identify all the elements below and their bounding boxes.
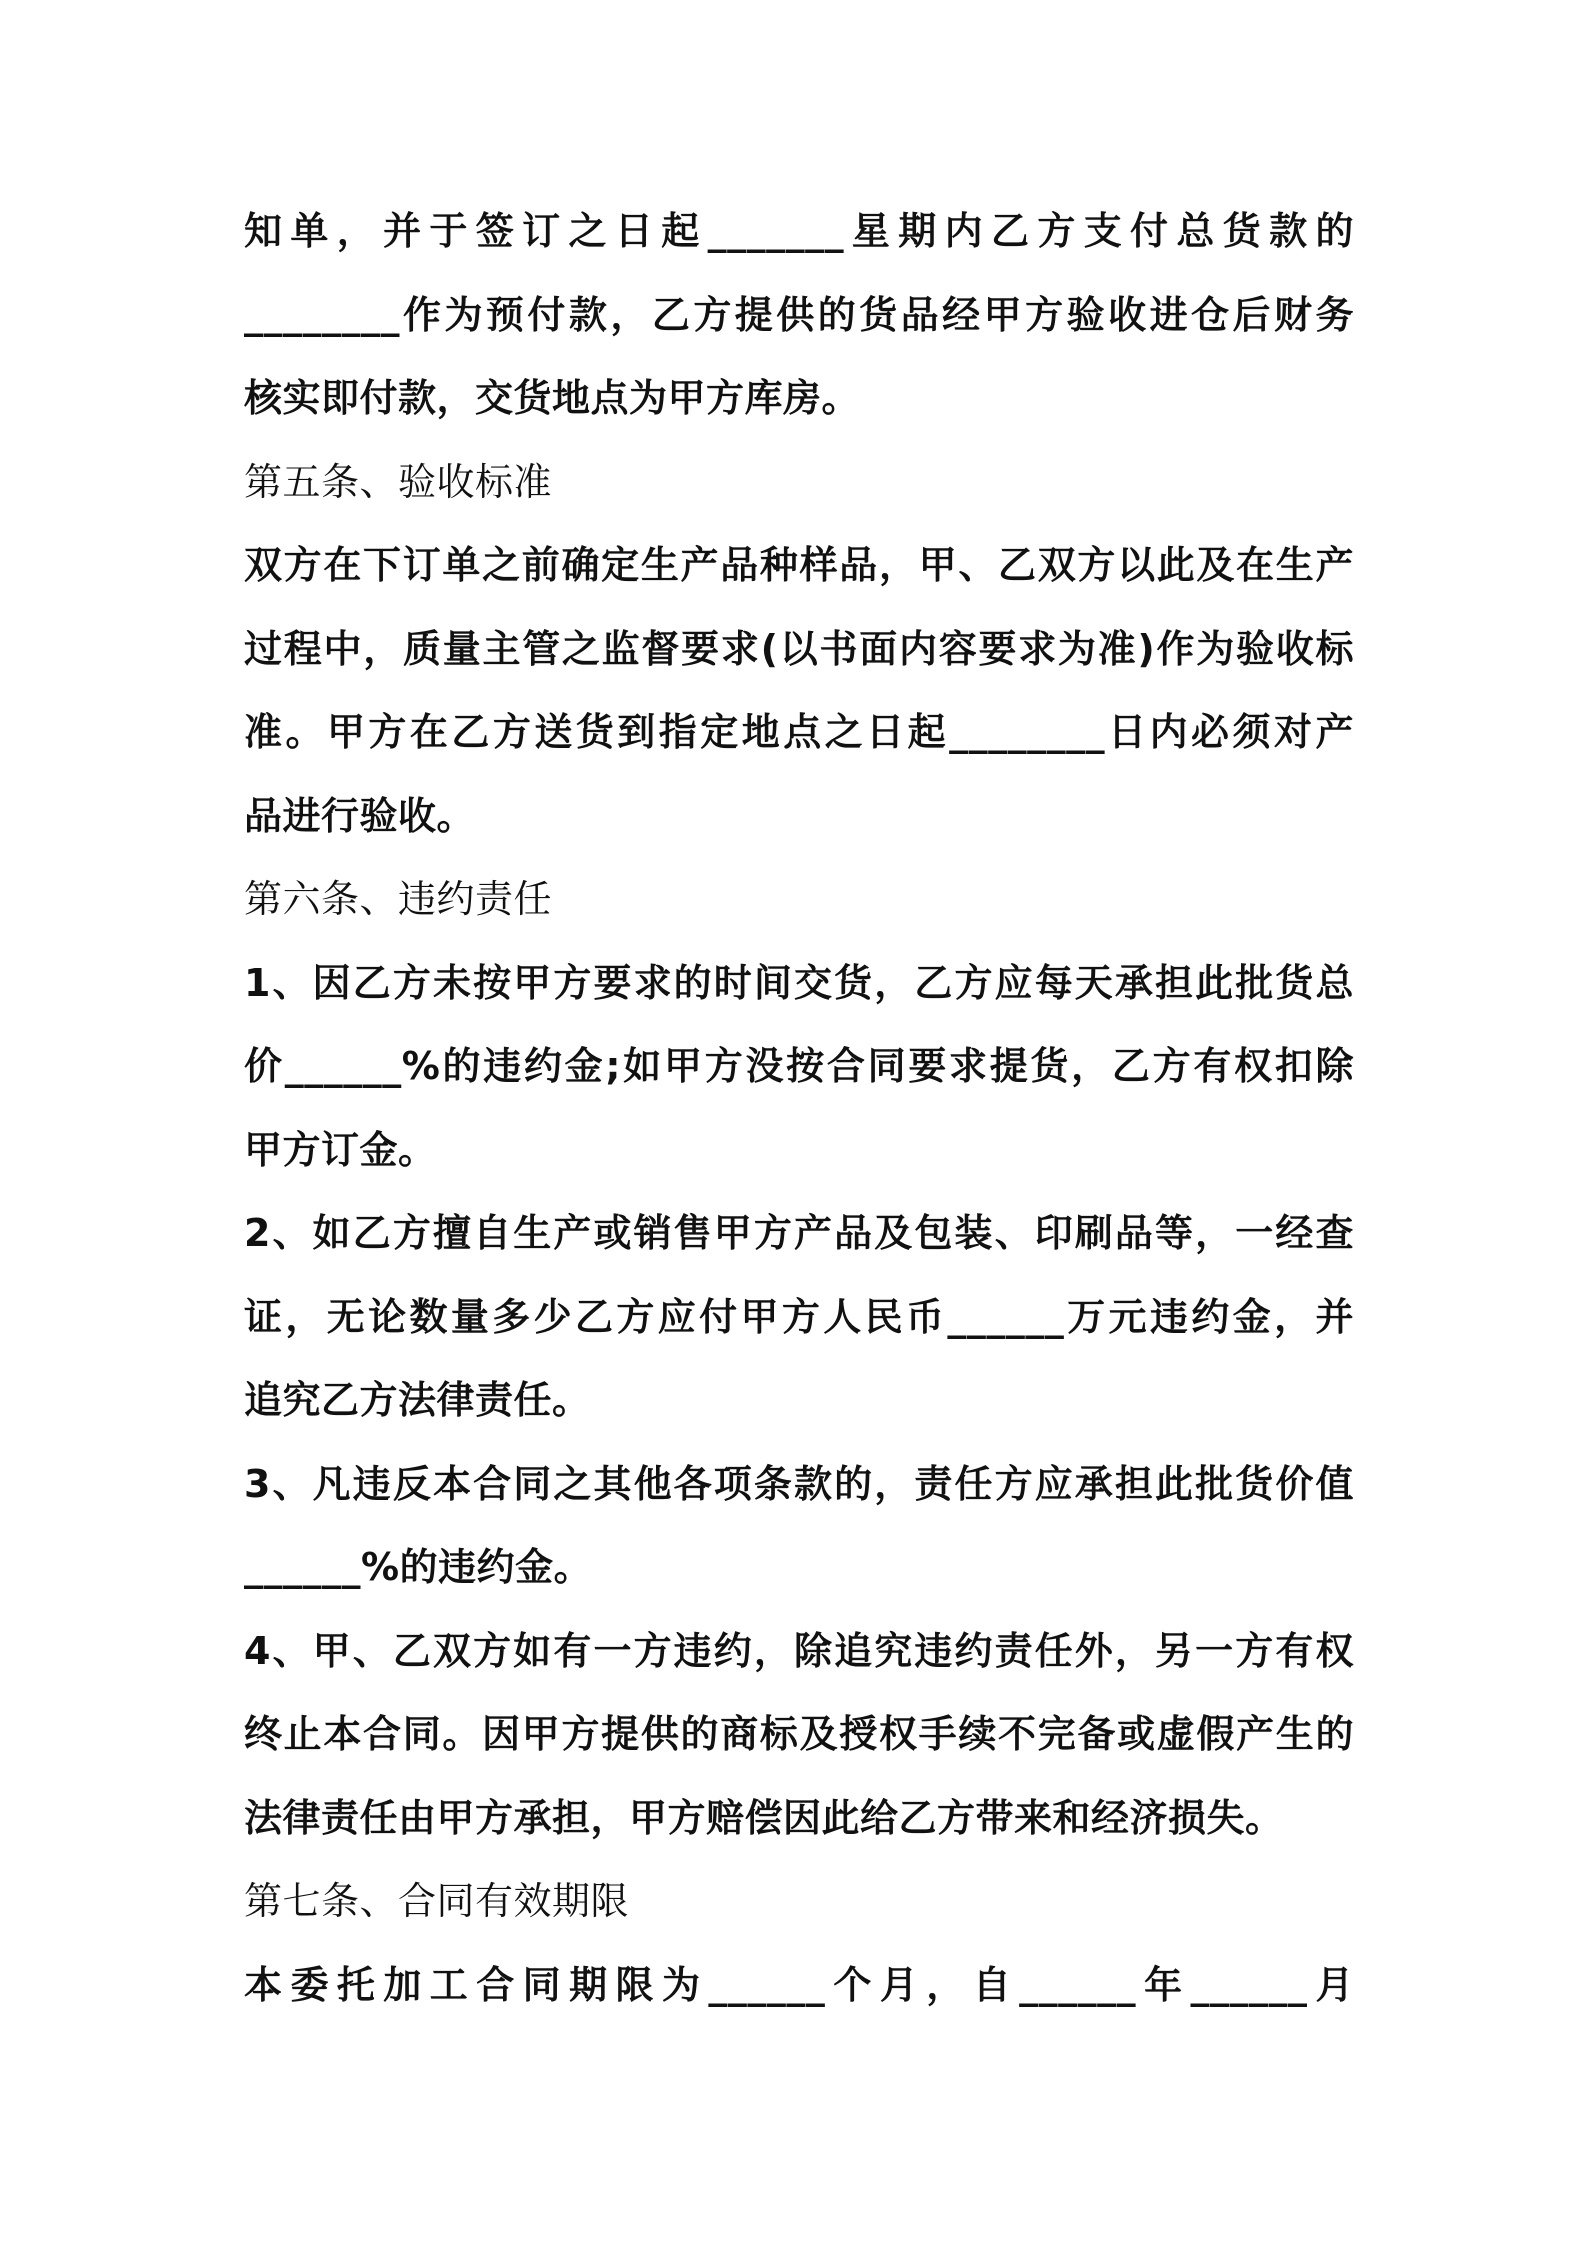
text-line-12: 甲方订金。 (244, 1127, 437, 1172)
text-line-22: 本委托加工合同期限为______个月，自______年______月 (244, 1962, 1354, 2007)
text-line-14: 证，无论数量多少乙方应付甲方人民币______万元违约金，并 (244, 1294, 1354, 1339)
text-line-7: 准。甲方在乙方送货到指定地点之日起________日内必须对产 (244, 710, 1354, 754)
section-heading-6: 第六条、违约责任 (244, 877, 553, 921)
text-line-1: 知单，并于签订之日起_______星期内乙方支付总货款的 (244, 209, 1354, 253)
text-line-8: 品进行验收。 (244, 793, 476, 838)
text-line-2: ________作为预付款，乙方提供的货品经甲方验收进仓后财务 (244, 292, 1354, 337)
text-line-19: 终止本合同。因甲方提供的商标及授权手续不完备或虚假产生的 (244, 1712, 1354, 1756)
text-line-3: 核实即付款，交货地点为甲方库房。 (244, 376, 861, 420)
document-body (244, 190, 1354, 2027)
text-line-13: 2、如乙方擅自生产或销售甲方产品及包装、印刷品等，一经查 (244, 1211, 1354, 1255)
text-line-17: ______%的违约金。 (244, 1545, 593, 1589)
text-line-5: 双方在下订单之前确定生产品种样品，甲、乙双方以此及在生产 (244, 543, 1354, 587)
text-line-11: 价______%的违约金;如甲方没按合同要求提货，乙方有权扣除 (244, 1044, 1354, 1088)
text-line-20: 法律责任由甲方承担，甲方赔偿因此给乙方带来和经济损失。 (244, 1795, 1284, 1840)
text-line-18: 4、甲、乙双方如有一方违约，除追究违约责任外，另一方有权 (244, 1628, 1354, 1673)
section-heading-7: 第七条、合同有效期限 (244, 1879, 630, 1923)
text-line-15: 追究乙方法律责任。 (244, 1378, 591, 1422)
text-line-6: 过程中，质量主管之监督要求(以书面内容要求为准)作为验收标 (244, 626, 1354, 671)
text-line-10: 1、因乙方未按甲方要求的时间交货，乙方应每天承担此批货总 (244, 960, 1354, 1005)
section-heading-5: 第五条、验收标准 (244, 459, 553, 504)
text-line-16: 3、凡违反本合同之其他各项条款的，责任方应承担此批货价值 (244, 1461, 1354, 1506)
